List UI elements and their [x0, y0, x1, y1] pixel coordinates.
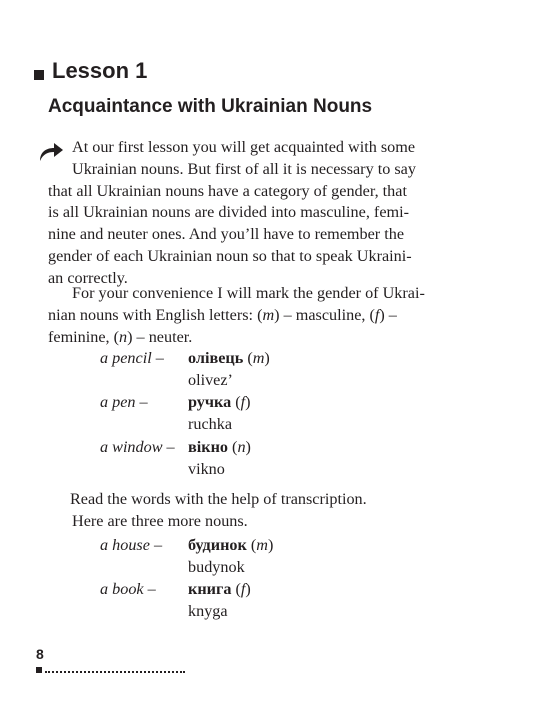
ukrainian-word: книга (f) [188, 580, 251, 598]
footer-dotted-rule [45, 671, 185, 673]
ukrainian-word: будинок (m) [188, 536, 274, 554]
intro-line: an correctly. [48, 268, 128, 287]
ukrainian-word: вікно (n) [188, 438, 251, 456]
vocab-entry [100, 535, 273, 579]
lesson-title [34, 58, 147, 84]
ukrainian-word: олівець (m) [188, 349, 270, 367]
english-word: a window – [100, 438, 175, 456]
heading-square-bullet [34, 70, 44, 80]
english-word: a book – [100, 580, 156, 598]
intro-line: that all Ukrainian nouns have a category of gender, that [48, 181, 407, 200]
gender-line: nian nouns with English letters: (m) – masculine, (f) – [48, 305, 397, 324]
transliteration: knyga [188, 601, 228, 620]
transliteration: olivez’ [188, 370, 233, 389]
intro-line: nine and neuter ones. And you’ll have to remember the [48, 225, 405, 244]
transliteration: vikno [188, 459, 225, 478]
footer-square-bullet [36, 667, 42, 673]
transliteration: ruchka [188, 414, 233, 433]
vocab-entry [100, 437, 251, 481]
english-word: a pencil – [100, 349, 164, 367]
vocab-entry [100, 392, 251, 436]
english-word: a house – [100, 536, 163, 554]
ukrainian-word: ручка (f) [188, 393, 251, 411]
instruction-more: Here are three more nouns. [72, 512, 248, 530]
english-word: a pen – [100, 393, 148, 411]
gender-n: n [119, 327, 128, 346]
gender-f: f [374, 305, 380, 324]
gender-line: feminine, (n) – neuter. [48, 327, 193, 346]
gender-line: For your convenience I will mark the gender of Ukrai- [72, 284, 425, 302]
page-number: 8 [36, 646, 44, 662]
gender-m: m [262, 305, 275, 324]
instruction-read: Read the words with the help of transcription. [70, 490, 367, 508]
intro-line: gender of each Ukrainian noun so that to speak Ukraini- [48, 246, 412, 265]
vocab-entry [100, 348, 270, 392]
lesson-title-text: Lesson 1 [52, 58, 148, 83]
intro-line: is all Ukrainian nouns are divided into masculine, femi- [48, 203, 409, 222]
gender-paragraph [48, 283, 468, 348]
intro-line: At our first lesson you will get acquainted with some [72, 138, 416, 156]
intro-paragraph [48, 137, 468, 290]
transliteration: budynok [188, 557, 245, 576]
intro-line: Ukrainian nouns. But first of all it is necessary to say [72, 159, 416, 178]
vocab-entry [100, 579, 251, 623]
lesson-subtitle: Acquaintance with Ukrainian Nouns [48, 96, 373, 117]
